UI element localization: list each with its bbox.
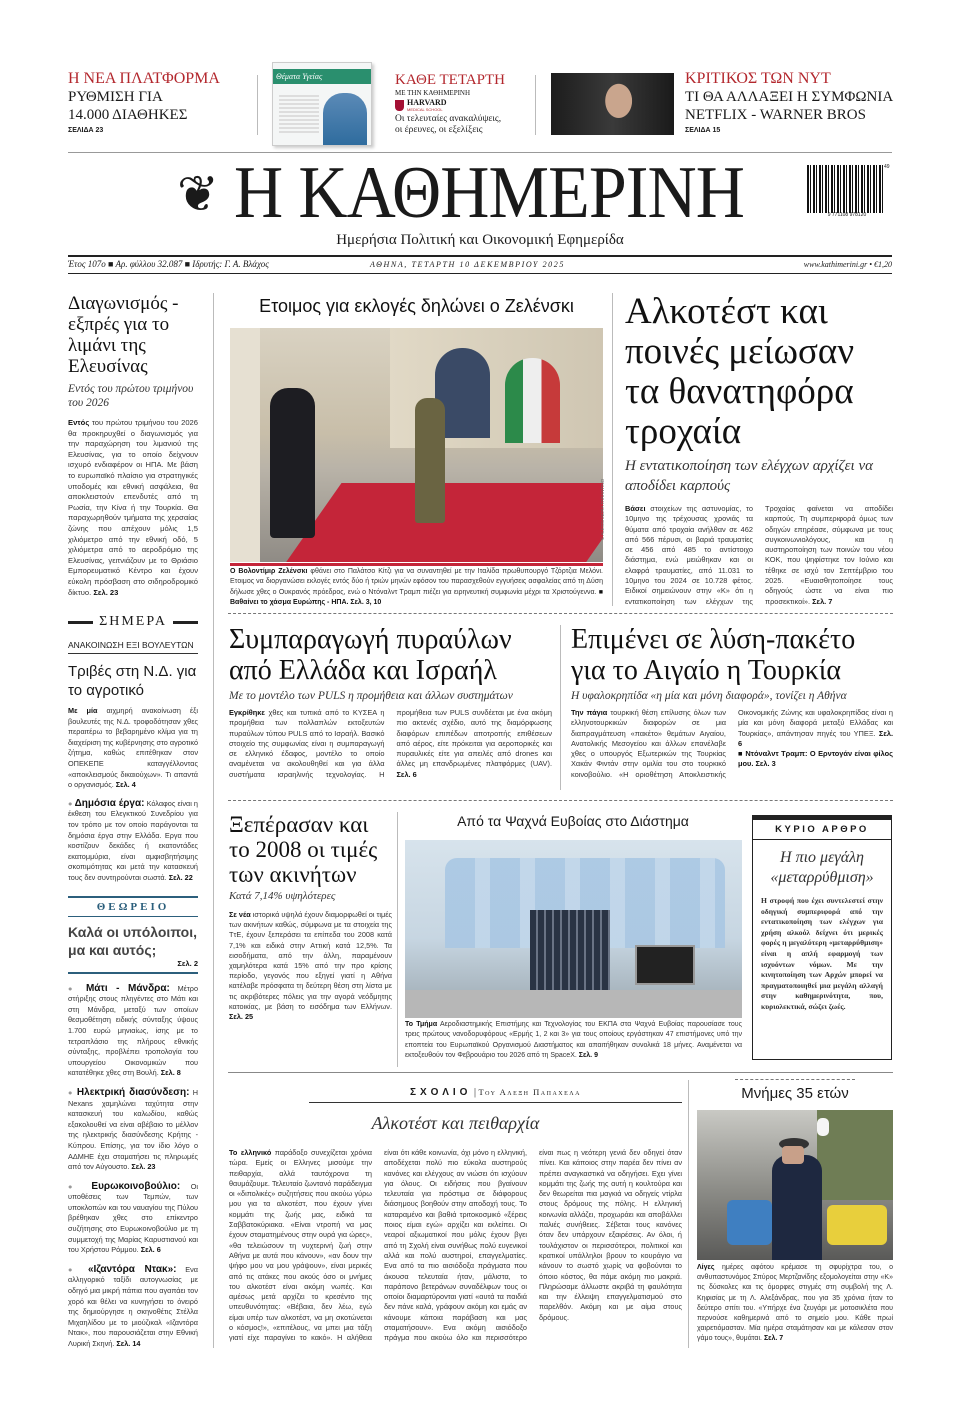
lead-word: Με μία: [68, 706, 98, 716]
headline: Μνήμες 35 ετών: [741, 1085, 849, 1102]
page-ref: Σελ. 22: [168, 873, 193, 882]
page-ref: Σελ. 25: [229, 1012, 254, 1022]
body-text: ημέρες αφότου κρέμασε τη σφυρίχτρα του, ο ανθυπαστυνόμος Σπύρος Μερτζανίδης εξομολογείται στην «Κ» τις δύσκολες και τις όμορφες στιγμές στη συμβολή της Λ. Κηφισίας με τη Λ. Αλεξάνδρας, που για 35 χρόνια ήταν το δεύτερο σπίτι του. «Υπήρχε ένα ζευγάρι με μοτοσικλέτα που περνούσε καθημερινά από το σημείο μου. Κάθε πρωί χαιρετιόμασταν. Μία ημέρα σταμάτησαν και με κάλεσαν στον γάμο τους», θυμάται.: [697, 1264, 893, 1343]
body-text: Αεροδιαστημικής Επιστήμης και Τεχνολογίας του ΕΚΠΑ στα Ψαχνά Ευβοίας παρουσίασε τους τρεις πρώτους νανοδορυφόρους «Ερμής 1, 2 και 3» για τους οποίους εργάστηκαν 47 επιστήμονες υπό την εποπτεία του Ευρωπαϊκού Οργανισμού Διαστήματος και απαιτήθηκαν συνολικά 18 μήνες. Αναμένεται να εκτοξευθούν τον Φεβρουάριο του 2026 από τη SpaceX.: [405, 1021, 742, 1060]
page-ref: Σελ. 23: [93, 587, 119, 597]
critic-photo: [551, 73, 674, 135]
today-section-header: [68, 614, 198, 630]
page-ref: Σελ. 2: [177, 958, 198, 968]
headline: Αλκοτέστ και πειθαρχία: [371, 1113, 540, 1133]
comment-column[interactable]: [229, 1080, 682, 1344]
comment-header: ΣΧΟΛΙΟ | Του Αλεξη Παπαχελα: [309, 1080, 682, 1103]
section-label: ΚΥΡΙΟ ΑΡΘΡΟ: [753, 824, 891, 840]
body-text: φθάνει στο Παλάτσο Κίτζι για να συναντηθεί με την Ιταλίδα πρωθυπουργό Τζόρτζια Μελόνι. Ετοιμος να διοργανώσει εκλογές εντός δύο ή τριών μηνών εφόσον του παρασχεθούν εγγυήσεις ασφαλείας από τη Δύση δήλωσε χθες ο Ουκρανός πρόεδρος, ενώ ο Ντόναλντ Τραμπ πιέζει για ειρηνευτική συμφωνία μέχρι τα Χριστούγεννα.: [230, 568, 603, 596]
barcode-issue: 49: [884, 164, 890, 170]
space-story-headline[interactable]: Από τα Ψαχνά Ευβοίας στο Διάστημα: [457, 813, 689, 829]
headline: Επιμένει σε λύση-πακέτο για το Αιγαίο η Τουρκία: [571, 624, 856, 686]
page-ref: Σελ. 3, 10: [350, 599, 382, 607]
headline: Ξεπέρασαν και το 2008 οι τιμές των ακινήτων: [229, 812, 378, 887]
headline: Η πιο μεγάλη «μεταρρύθμιση»: [770, 849, 874, 886]
logo-text: HARVARD: [407, 98, 447, 107]
page-ref: Σελ. 6: [738, 728, 893, 748]
section-label: ΣΗΜΕΡΑ: [99, 614, 167, 630]
theoreio-label: ΘΕΩΡΕΙΟ: [68, 896, 198, 913]
body-text: αιχμηρή ανακοίνωση έξι βουλευτές της Ν.Δ. τροφοδότησαν χθες περαιτέρω το βεβαρημένο κλίμα για τη διαχείριση της κυβέρνησης στο αγροτικό ζήτημα, καθώς επιτέθηκαν στον ΟΠΕΚΕΠΕ καταγγέλλοντας «αποκλεισμούς δικαιούχων». Τι απαντά ο οργανισμός.: [68, 706, 199, 790]
teaser-kicker: ΚΡΙΤΙΚΟΣ ΤΩΝ ΝΥΤ: [685, 70, 831, 87]
page-ref: Σελ. 8: [160, 1068, 181, 1078]
page-ref: Σελ. 14: [116, 1339, 141, 1348]
health-supplement-cover[interactable]: [272, 62, 372, 146]
teaser-nyt-critic[interactable]: [685, 70, 900, 134]
shield-icon: [395, 100, 404, 111]
photo-story-headline[interactable]: Ετοιμος για εκλογές δηλώνει ο Ζελένσκι: [259, 296, 574, 316]
page-ref: Σελ. 9: [578, 1052, 598, 1060]
barcode-number: 9 771108 978120: [827, 212, 867, 218]
turkey-story[interactable]: [571, 624, 893, 780]
teaser-harvard[interactable]: [395, 72, 535, 136]
brief-item[interactable]: [68, 1265, 198, 1350]
headline: Καλά οι υπόλοιποι, μα και αυτός;: [68, 923, 197, 958]
headline: Αλκοτέστ και ποινές μείωσαν τα θανατηφόρα τροχαία: [625, 291, 855, 452]
author: Του Αλεξη Παπαχελα: [478, 1087, 581, 1097]
subheadline: Με το μοντέλο των PULS η προμήθεια και άλλων συστημάτων: [229, 690, 513, 702]
teaser-kicker: ΚΑΘΕ ΤΕΤΑΡΤΗ: [395, 72, 505, 88]
body-text: χθες και τυπικά από το ΚΥΣΕΑ η προμήθεια των πολλαπλών εκτοξευτών πυραύλων τύπου PULS από το Ισραήλ. Βασικό στοιχείο της συμφωνίας είναι η συμπαραγωγή σε ελληνικό έδαφος, μοντέλο το οποίο αναμένεται να ακολουθηθεί και για άλλα συστήματα ισραηλινής τεχνολογίας. Η προμήθεια των PULS συνδέεται με ένα ακόμη πιο ακτενές σχέδιο, αυτό της διαμόρφωσης διαφόρων επιπέδων αποτροπής επιθέσεων από αέρος, είτε πρόκειται για αεροπορικές και πυραυλικές είτε για απειλές από drones και άλλες μη επανδρωμένες πλατφόρμες (UAV).: [229, 708, 552, 779]
page-ref: Σελ. 6: [396, 769, 417, 779]
photo-caption[interactable]: [230, 563, 603, 609]
teaser-page: ΣΕΛΙΔΑ 15: [685, 127, 721, 134]
page-ref: Σελ. 6: [140, 1245, 161, 1255]
teaser-title: ΤΙ ΘΑ ΑΛΛΑΞΕΙ Η ΣΥΜΦΩΝΙΑ NETFLIX - WARNER BROS: [685, 89, 893, 123]
page-ref: Σελ. 7: [763, 1335, 784, 1343]
teaser-platform[interactable]: [68, 70, 238, 134]
elefsina-story[interactable]: [68, 293, 198, 598]
bullet-icon: ●: [68, 1264, 80, 1274]
body-text: στοιχείων της αστυνομίας, το 10μηνο της τρέχουσας χρονιάς τα θύματα από τροχαία ανήλθαν σε 462 από 566 πέρυσι, οι βαριά τραυματίες σε 456 από 485 το αντίστοιχο διάστημα, ενώ μειώθηκαν και οι ελαφρά τραυματίες, από 11.031 το 10μηνο του 2024 σε 10.728 φέτος. Ειδικοί σημειώνουν στην «Κ» ότι η εντατικοποίηση των ελέγχων της Τροχαίας φαίνεται να αποδίδει καρπούς. Τη συμπεριφορά όμως των οδηγών επηρέασε, σύμφωνα με τους συγκοινωνιολόγους, και η αυστηροποίηση των ποινών του νέου ΚΟΚ, που ψηφίστηκε τον Ιούνιο και τέθηκε σε ισχύ τον Σεπτέμβριο του 2025. «Ευαισθητοποίησε τους οδηγούς ώστε να είναι πιο προσεκτικοί».: [625, 504, 893, 606]
brief-title: «Ιζαντόρα Ντακ»:: [87, 1263, 177, 1275]
harvard-logo: [395, 99, 535, 112]
subheadline: Κατά 7,14% υψηλότερες: [229, 890, 336, 902]
zelensky-photo: [230, 328, 603, 562]
memories-story[interactable]: [697, 1085, 893, 1345]
brief-item[interactable]: [68, 984, 198, 1079]
theoreio-item[interactable]: [68, 916, 198, 968]
subheadline: Η υφαλοκρηπίδα «η μία και μόνη διαφορά», τονίζει η Αθήνα: [571, 690, 847, 702]
page-ref: Σελ. 7: [812, 596, 833, 606]
body-text: ιστορικά υψηλά έχουν διαμορφωθεί οι τιμές των ακινήτων καθώς, σύμφωνα με τα στοιχεία της ΤτΕ, έχουν ξεπεράσει τα επίπεδα του 2008 κατά 7,1% και ειδικά στην Αττική κατά 12,5%. Τα εισοδήματα, από την άλλη, παραμένουν χαμηλότερα κατά 15% από την προ κρίσης περίοδο, γεγονός που εξηγεί γιατί η Αθήνα κατέλαβε πρόσφατα τη δεύτερη θέση στη λίστα με τις ακριβότερες πόλεις για την αγορά νεόδμητης κατοικίας, με βάση το εισόδημα των Ελλήνων.: [229, 910, 392, 1011]
brief-item[interactable]: [68, 1182, 198, 1256]
bullet-icon: ●: [68, 1087, 74, 1097]
body-text: Η Nexans χαμηλώνει ταχύτητα στην κατασκευή του καλωδίου, καθώς εξακολουθεί να είναι αβέβαιο το μέλλον της ηλεκτρικής διασύνδεσης Κρήτης - Κύπρου. Επίσης, για τον ίδιο λόγο ο ΑΔΜΗΕ έχει σταματήσει τις πληρωμές από τον Αύγουστο.: [68, 1087, 198, 1172]
traffic-officer-photo: [697, 1110, 893, 1260]
teaser-line: ΜΕ ΤΗΝ ΚΑΘΗΜΕΡΙΝΗ: [395, 89, 471, 97]
body-text: παράδοξο συνεχίζεται χρόνια τώρα. Εμείς οι Ελληνες μισούμε την πειθαρχία, αλλά ταυτόχρονα τη θαυμάζουμε. Τελευταίο ζωντανό παράδειγμα οι «διπολικές» συζητήσεις που ακούω γύρω μου για τα αλκοτέστ, που έχουν γίνει κομμάτι της ζωής μας, ειδικά τα Σαββατοκύριακα. «Είναι ντροπή να μας έχουν σταματημένους στην ουρά για ώρες», «θα τελειώσουν τη νυχτερινή ζωή στην Αθήνα με αυτά που κάνουν», «αν δουν την ψήφο μου να μου γράψουν», είναι μερικές από τις ατάκες που ακούς όσο οι μνήμες του αλκοτέστ είναι ακόμη νωπές. Και αμέσως μετά αρχίζει το κρεσέντο της υπευθυνότητας: «Βέβαια, δεν λέω, εγώ είμαι υπέρ των αλκοτέστ, να μη σκοτώνεται ο κόσμος!», «επιτέλους, να μπει μια τάξη γιατί είχε παραγίνει το κακό». Η αλήθεια είναι ότι κάθε κοινωνία, όχι μόνο η ελληνική, αποδέχεται πολύ πιο εύκολα αυστηρούς κανόνες και ελέγχους αν νιώσει ότι ισχύουν για όλους. Οι ειδήσεις που βγαίνουν τελευταία για πρόστιμα σε διάφορους διάσημους βοηθούν στην αποδοχή τους. Το καταραμένο και βαθιά τριτοκοσμικό «ξέρεις ποιος είμαι εγώ» αρχίζει και εκλείπει. Οι νεαροί αξιωματικοί που μόλις έχουν βγει από τη Σχολή είναι συνήθως πολύ ευγενικοί αλλά και πολύ αυστηροί, επαγγελματίες. Ενα από τα πιο αισιόδοξα πράγματα που άκουσα τελευταία ήταν, μάλιστα, το παράπονο βετεράνων συναδέλφων τους οι οποίοι διαμαρτύρονται γιατί «αυτά τα παιδιά δεν πάνε καλά, γράφουν ακόμη και εμάς αν κάνουμε κάποια παράβαση και μας σταματήσουν». Ενα ακόμη αισιόδοξο πράγμα που ακούω όλο και περισσότερο είναι πως η νεότερη γενιά δεν οδηγεί όταν πίνει. Και κάποιος στην παρέα δεν πίνει αν πρέπει αναγκαστικά να οδηγήσει. Εχει γίνει κομμάτι της ζωής της αυτή η κουλτούρα και δεν θεωρείται πια μαγκιά να οδηγείς ντίρλα στους δρόμους της πόλης. Η ελληνική κοινωνία αλλάζει, προχωράει και αποβάλλει παλιές συνήθειες. Σέβεται τους κανόνες όταν δεν υπάρχουν εξαιρέσεις. Αν όλοι, ή τουλάχιστον οι περισσότεροι, πολιτικοί και κρατικοί υπάλληλοι βρουν το κουράγιο να κάνουν το σωστό χωρίς να φοβούνται το όποιο κόστος, θα πάμε ακόμη πιο μακριά. Πληρώσαμε άλλωστε ακριβά τη φαυλότητα και την έλλειψη επαγγελματισμού στο παρελθόν. Ακόμη και με αίμα στους δρόμους.: [229, 1148, 682, 1343]
newspaper-name: Η ΚΑΘΗΜΕΡΙΝΗ: [234, 152, 745, 234]
lead-word: Την πάγια: [571, 708, 608, 717]
lead-word: Εγκρίθηκε: [229, 708, 265, 717]
page-ref: Σελ. 3: [755, 759, 776, 769]
bullet-icon: ●: [68, 1181, 81, 1191]
date-line: ΑΘΗΝΑ, ΤΕΤΑΡΤΗ 10 ΔΕΚΕΜΒΡΙΟΥ 2025: [370, 260, 565, 269]
teaser-text: Οι τελευταίες ανακαλύψεις, οι έρευνες, οι εξελίξεις: [395, 114, 502, 135]
lead-word: Λίγες: [697, 1264, 715, 1271]
space-caption[interactable]: [405, 1020, 742, 1062]
lead-word: Ο Βολοντίμιρ Ζελένσκι: [230, 568, 308, 575]
teaser-kicker: Η ΝΕΑ ΠΛΑΤΦΟΡΜΑ: [68, 70, 220, 87]
body-text: Κόλαφος είναι η έκθεση του Ελεγκτικού Συνεδρίου για τον τρόπο με τον οποίο παράγονται τα δημόσια έργα στην Ελλάδα. Εργα που κοστίζουν δεκάδες ή εκατοντάδες εκατομμύρια, είναι αμφισβητήσιμης σκοπιμότητας και μετά την κατασκευή τους δεν συντηρούνται σωστά.: [68, 798, 198, 882]
griffin-logo-icon: ❦: [177, 165, 219, 223]
brief-title: Ηλεκτρική διασύνδεση:: [76, 1086, 190, 1098]
related-link[interactable]: ■ Βαθαίνει το χάσμα Ευρώπης - ΗΠΑ.: [230, 588, 603, 607]
brief-title: Δημόσια έργα:: [74, 797, 145, 809]
left-column: [68, 293, 198, 1359]
website-price: www.kathimerini.gr • €1,20: [803, 260, 892, 269]
page-ref: Σελ. 23: [131, 1162, 156, 1172]
headline: Συμπαραγωγή πυραύλων από Ελλάδα και Ισραήλ: [229, 624, 512, 686]
section-label: ΣΧΟΛΙΟ: [410, 1087, 472, 1098]
homes-story[interactable]: [229, 812, 392, 1022]
editorial-box[interactable]: [752, 815, 892, 1060]
cover-title: Θέματα Υγείας: [273, 69, 371, 84]
logo-sub: MEDICAL SCHOOL: [407, 107, 443, 112]
lead-word: Βάσει: [625, 504, 646, 513]
teaser-title: ΡΥΘΜΙΣΗ ΓΙΑ 14.000 ΔΙΑΘΗΚΕΣ: [68, 89, 188, 123]
satellites-photo: [405, 840, 742, 1018]
headline: Τριβές στη Ν.Δ. για το αγροτικό: [68, 663, 197, 700]
lead-story[interactable]: [625, 292, 893, 607]
brief-title: Ευρωκοινοβούλιο:: [91, 1180, 181, 1192]
body-text: Ενα αλληγορικό ταξίδι αυτογνωσίας με οδηγό μια μικρή πάπια που αγαπάει τον χορό και θέλει να κυνηγήσει το όνειρό της δημιούργησε η σκηνοθέτις Στέλλα Μιχαηλίδου με το μιούζικαλ «Ιζαντόρα Ντακ», που παρουσιάζεται στην Εθνική Λυρική Σκηνή.: [68, 1264, 198, 1348]
kicker: ΑΝΑΚΟΙΝΩΣΗ ΕΞΙ ΒΟΥΛΕΥΤΩΝ: [68, 640, 198, 654]
tagline: Ημερήσια Πολιτική και Οικονομική Εφημερίδα: [336, 232, 624, 248]
headline: Διαγωνισμός - εξπρές για το λιμάνι της Ελευσίνας: [68, 293, 179, 377]
brief-title: Μάτι - Μάνδρα:: [85, 982, 170, 994]
bullet-icon: ●: [68, 983, 79, 993]
lead-word: Σε νέα: [229, 910, 251, 919]
body-text: Οι υποθέσεις των Τεμπών, των υποκλοπών και του ναυαγίου της Πύλου βρέθηκαν χθες στο επίκεντρο συζήτησης στο Ευρωκοινοβούλιο με τη συμμετοχή της Μαρίας Καρυστιανού και του Χρήστου Ρόμμου.: [68, 1181, 198, 1255]
barcode: [807, 165, 885, 213]
body-text: Η στροφή που έχει συντελεστεί στην οδηγική συμπεριφορά από την εντατικοποίηση των ελέγχων για χρήση αλκοόλ δείχνει ότι μερικές φορές η μεγαλύτερη «μεταρρύθμιση» είναι η απλή εφαρμογή των ισχυόντων νόμων. Με την κινητοποίηση των Αρχών μπορεί να πραγματοποιηθεί μια μεγάλη αλλαγή στην καθημερινότητα, που, κυριολεκτικά, σώζει ζωές.: [761, 896, 883, 1011]
teaser-page: ΣΕΛΙΔΑ 23: [68, 127, 104, 134]
body-text: του πρώτου τριμήνου του 2026 θα προκηρυχθεί ο διαγωνισμός για την παραχώρηση του λιμανιού της Ελευσίνας, για το οποίο δείχνουν ισχυρό ενδιαφέρον οι ΗΠΑ. Με βάση το ευρωπαϊκό πλαίσιο για στρατηγικές υποδομές και εθνική ασφάλεια, θα αποκλειστούν επενδυτές από τη Ρωσία, την Κίνα ή την Τουρκία. Θα παραχωρηθούν τμήματα της χερσαίας ζώνης που απέχουν μόλις 1,5 χιλιόμετρο από την εθνική οδό, 5 χιλιόμετρα από το αεροδρόμιο της Ελευσίνας, γειτνιάζουν με το Θριάσιο Εμπορευματικό Κέντρο και έχουν εύκολη πρόσβαση στο σιδηροδρομικό δίκτυο.: [68, 418, 198, 597]
subheadline: Εντός του πρώτου τριμήνου του 2026: [68, 383, 194, 409]
brief-item[interactable]: [68, 1088, 198, 1173]
page-ref: Σελ. 4: [115, 780, 136, 790]
nd-story[interactable]: [68, 640, 198, 791]
lead-word: Το Τμήμα: [405, 1021, 438, 1028]
subheadline: Η εντατικοποίηση των ελέγχων αρχίζει να αποδίδει καρπούς: [625, 458, 873, 494]
body-text: τουρκική θέση επίλυσης όλων των ελληνοτουρκικών διαφορών σε μια διαπραγμάτευση «πακέτο» θεμάτων Αιγαίου, Ανατολικής Μεσογείου και άλλων επανέλαβε χθες ο υπουργός Εξωτερικών της Τουρκίας Χακάν Φιντάν στην ομιλία του στο τουρκικό κοινοβούλιο. «Η οριοθέτηση Αποκλειστικής Οικονομικής Ζώνης και υφαλοκρηπίδας είναι η μία και μόνη διαφορά μεταξύ Ελλάδας και Τουρκίας», απάντησαν πηγές του ΥΠΕΞ.: [571, 708, 893, 779]
rockets-story[interactable]: [229, 624, 552, 780]
lead-word: Εντός: [68, 418, 90, 427]
related-link[interactable]: ■ Ντόναλντ Τραμπ: Ο Ερντογάν είναι φίλος μου.: [738, 749, 893, 769]
body-text: Μέτρο στήριξης στους πληγέντες στο Μάτι και στη Μάνδρα, μεταξύ των οποίων θεσμοθέτηση ειδικής σύνταξης ύψους 1.700 ευρώ μηνιαίως, ίσης με το τετραπλάσιο της πλήρους εθνικής σύνταξης, προβλέπει τροπολογία του υπουργείου Οικονομικών που κατατέθηκε χθες στη Βουλή.: [68, 983, 199, 1078]
brief-public-works[interactable]: ● Δημόσια έργα: Κόλαφος είναι η έκθεση του Ελεγκτικού Συνεδρίου για τον τρόπο με τον οποίο παράγονται τα δημόσια έργα στην Ελλάδα. Εργα που κοστίζουν δεκάδες ή εκατοντάδες εκατομμύρια, είναι αμφισβητήσιμης σκοπιμότητας και μετά την κατασκευή τους δεν συντηρούνται σωστά. Σελ. 22: [68, 797, 198, 882]
lead-word: Το ελληνικό: [229, 1148, 272, 1157]
issue-info: Έτος 107ο ■ Αρ. φύλλου 32.087 ■ Ιδρυτής: Γ. Α. Βλάχος: [68, 259, 269, 269]
photo-credit: © ALESSANDRA TARANTINO: [600, 478, 605, 540]
